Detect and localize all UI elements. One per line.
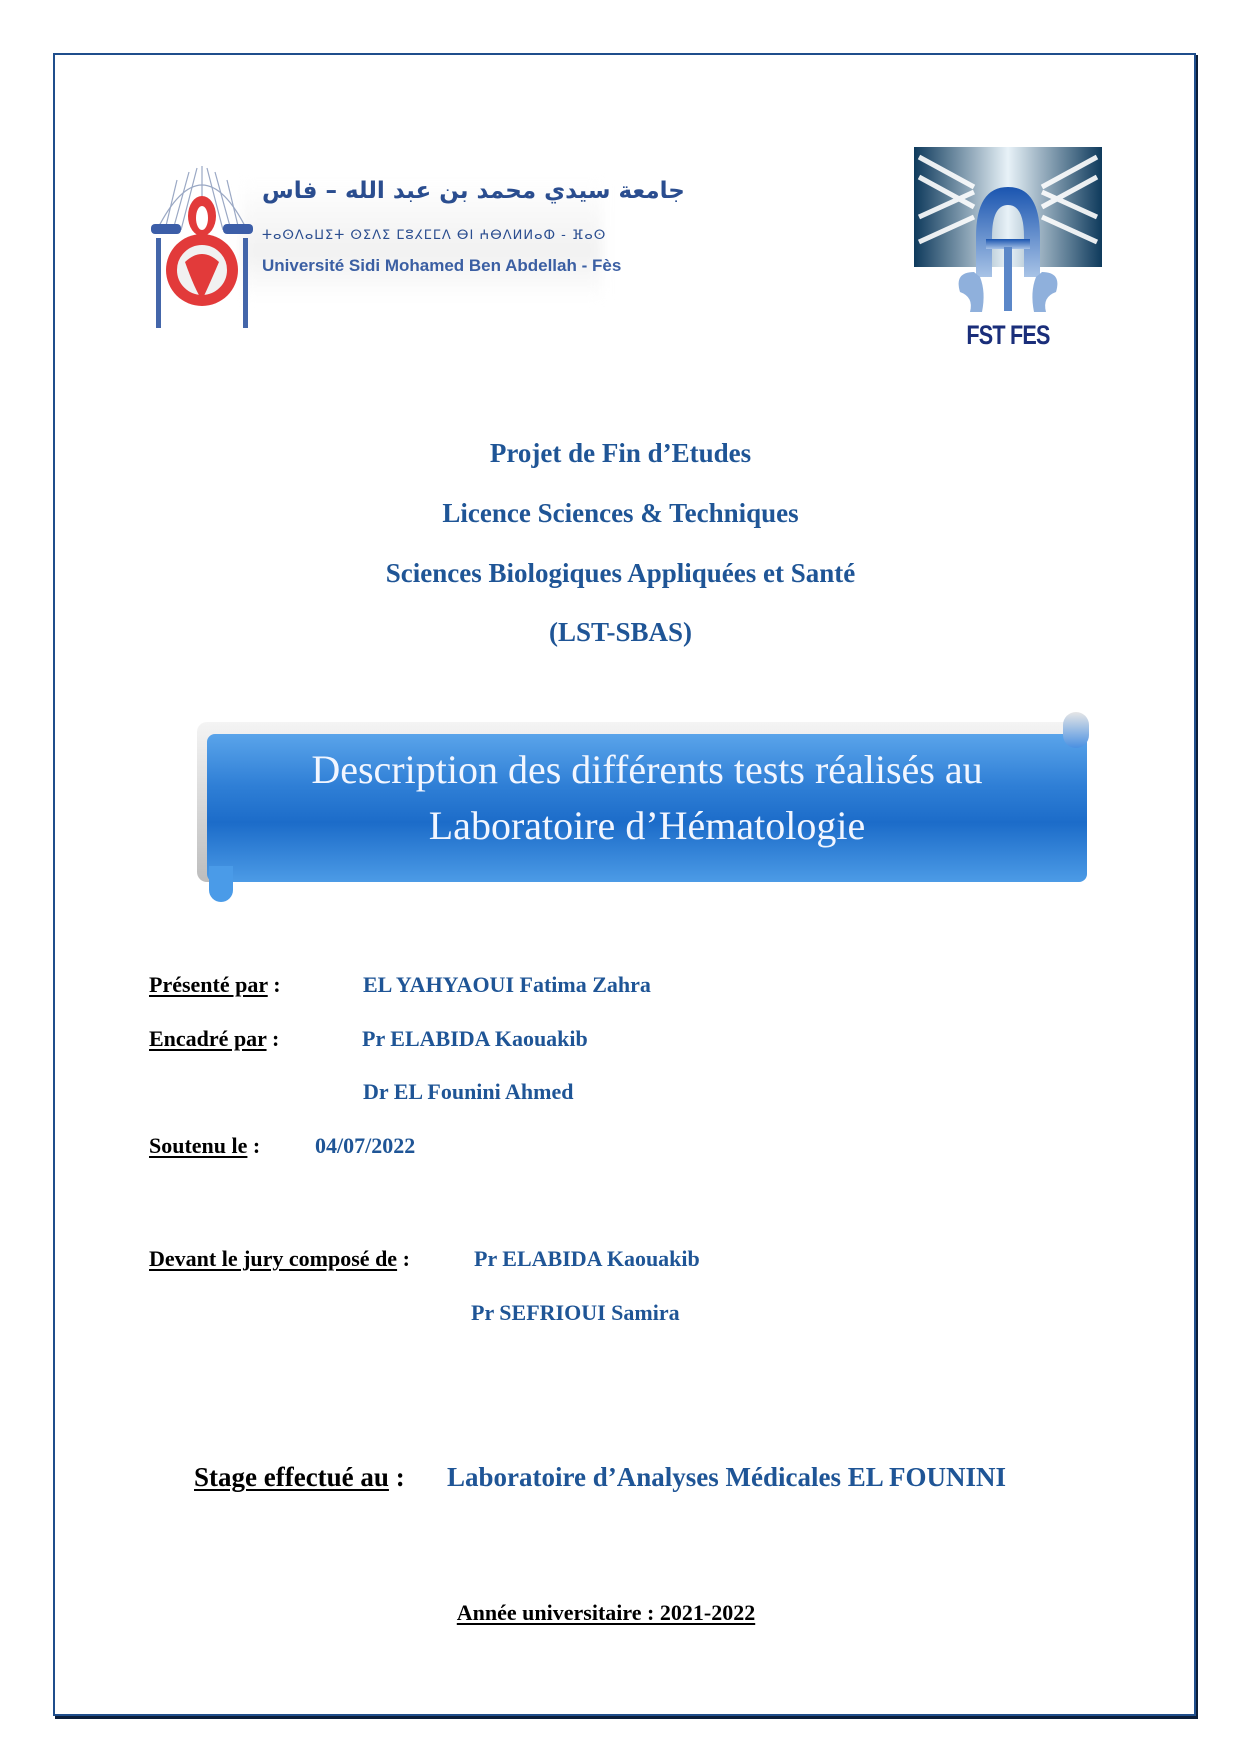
university-emblem-icon	[147, 150, 257, 340]
defense-date: 04/07/2022	[315, 1133, 416, 1158]
program-acronym: (LST-SBAS)	[548, 617, 693, 647]
academic-year: Année universitaire : 2021-2022	[456, 1600, 756, 1625]
university-name-arabic: جامعة سيدي محمد بن عبد الله – فاس	[262, 178, 685, 204]
degree-title: Licence Sciences & Techniques	[442, 498, 799, 528]
jury-label: Devant le jury composé de :	[149, 1246, 410, 1271]
banner-title	[207, 742, 1087, 854]
supervisor-2: Dr EL Founini Ahmed	[363, 1079, 574, 1104]
jury-member-1: Pr ELABIDA Kaouakib	[474, 1246, 700, 1271]
university-name-tifinagh: ⵜⴰⵙⴷⴰⵡⵉⵜ ⵙⵉⴷⵉ ⵎⵓⵃⵎⵎⴷ ⴱⵏ ⵄⴱⴷⵍⵍⴰⵀ - ⴼⴰⵙ	[262, 228, 607, 243]
university-logo	[147, 150, 685, 340]
presented-by-value: EL YAHYAOUI Fatima Zahra	[363, 972, 651, 997]
project-title: Projet de Fin d’Etudes	[489, 438, 752, 468]
internship-label: Stage effectué au :	[194, 1462, 405, 1492]
page-border-shadow-bottom	[55, 1716, 1198, 1719]
supervised-by-label: Encadré par :	[149, 1026, 280, 1051]
jury-member-2: Pr SEFRIOUI Samira	[471, 1300, 680, 1325]
program-title: Sciences Biologiques Appliquées et Santé	[385, 558, 856, 588]
page-border-shadow-right	[1196, 55, 1198, 1719]
scroll-curl-icon	[209, 866, 233, 902]
banner-title-line1: Description des différents tests réalisés au	[311, 747, 983, 792]
supervisor-1: Pr ELABIDA Kaouakib	[362, 1026, 588, 1051]
university-name-latin: Université Sidi Mohamed Ben Abdellah - Fès	[262, 256, 622, 275]
fst-logo	[914, 147, 1102, 355]
fst-logo-text: FST FES	[966, 320, 1050, 350]
presented-by-label: Présenté par :	[149, 972, 281, 997]
defended-on-label: Soutenu le :	[149, 1133, 261, 1158]
fst-emblem-icon	[914, 147, 1102, 317]
internship-place: Laboratoire d’Analyses Médicales EL FOUNINI	[447, 1462, 1006, 1492]
subject-banner	[197, 722, 1089, 902]
banner-title-line2: Laboratoire d’Hématologie	[428, 803, 866, 848]
